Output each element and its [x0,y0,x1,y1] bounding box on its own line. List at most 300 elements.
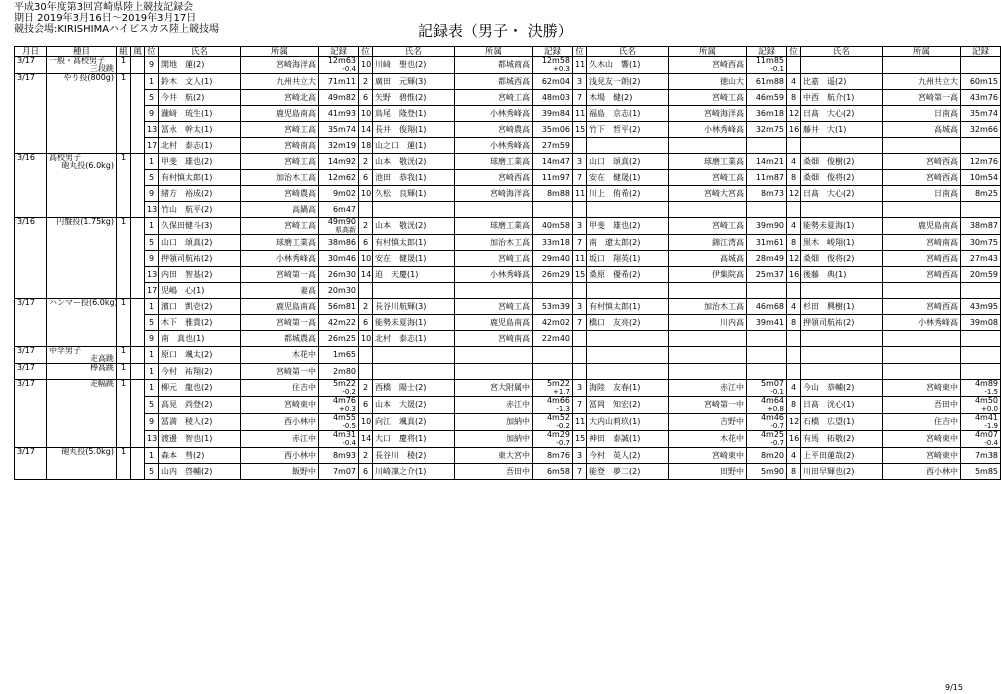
athlete-name: 木下 雅貴(2) [159,315,241,331]
page-number: 9/15 [945,683,963,692]
column-header: 記録 [319,47,359,57]
record: 8m93 [319,448,359,464]
table-row [15,218,1001,235]
place: 10 [359,106,373,122]
record [961,347,1001,364]
record: 12m62 [319,170,359,186]
place: 6 [359,315,373,331]
place: 12 [787,251,801,267]
team: 赤江中 [669,380,747,397]
record: 39m90 [747,218,787,235]
wind [131,364,145,380]
athlete-name: 冨永 幹太(1) [159,122,241,138]
event-name [47,154,117,218]
team: 宮崎大宮高 [669,186,747,202]
record-note: +0.3 [339,405,356,413]
athlete-name: 中西 航介(1) [801,90,883,106]
event-date: 3/16 [15,218,47,299]
record: 49m82 [319,90,359,106]
record-note: -0.7 [770,439,784,447]
place: 3 [573,380,587,397]
place: 5 [145,464,159,480]
athlete-name: 甲斐 雄也(2) [159,154,241,170]
column-header: 氏名 [587,47,669,57]
record [747,138,787,154]
column-header: 氏名 [373,47,455,57]
team: 宮崎東中 [883,431,961,448]
place: 2 [359,448,373,464]
place: 3 [573,74,587,90]
place: 1 [145,347,159,364]
table-row [15,170,1001,186]
table-row [15,464,1001,480]
place: 8 [787,90,801,106]
record-note: -0.7 [556,439,570,447]
record-note: -1.5 [984,388,998,396]
team: 宮崎海洋高 [455,186,533,202]
record: 61m88 [747,74,787,90]
record-value: 4m55 [332,413,356,422]
record-note: 県高新 [335,226,356,234]
team: 住吉中 [883,414,961,431]
team [669,283,747,299]
event-name-line: 砲丸投(5.0kg) [61,447,114,456]
record-value: 5m07 [760,379,784,388]
team: 宮崎第一高 [241,267,319,283]
table-row [15,90,1001,106]
table-row [15,283,1001,299]
event-date: 3/17 [15,347,47,364]
table-row [15,448,1001,464]
place: 7 [573,397,587,414]
event-name-line: ハンマー投(6.0kg) [49,298,118,307]
place: 12 [787,106,801,122]
place: 10 [359,186,373,202]
heat-number: 1 [117,299,131,347]
event-name [47,74,117,154]
team: 球磨工業高 [241,235,319,251]
place: 11 [573,414,587,431]
column-header: 記録 [747,47,787,57]
team: 高鍋高 [241,202,319,218]
team: 吾田中 [883,397,961,414]
team [883,364,961,380]
team: 宮崎第一高 [241,315,319,331]
table-row [15,57,1001,74]
athlete-name: 鳥尾 隆登(1) [373,106,455,122]
athlete-name: 山之口 蓮(1) [373,138,455,154]
column-header: 記録 [533,47,573,57]
athlete-name: 内田 智基(2) [159,267,241,283]
team: 徳山大 [669,74,747,90]
record [961,331,1001,347]
athlete-name: 能勢未夏海(1) [373,315,455,331]
place: 5 [145,90,159,106]
place: 9 [145,414,159,431]
event-date: 3/17 [15,74,47,154]
place [573,138,587,154]
team [669,347,747,364]
column-header: 月日 [15,47,47,57]
athlete-name: 日髙 大心(2) [801,186,883,202]
place: 1 [145,218,159,235]
place: 10 [359,57,373,74]
record-value: 4m52 [546,413,570,422]
team: 加納中 [455,414,533,431]
record: 30m75 [961,235,1001,251]
record-note: +0.0 [981,405,998,413]
record [747,283,787,299]
place: 16 [787,122,801,138]
record: 8m73 [747,186,787,202]
team: 都城商高 [455,57,533,74]
team: 球磨工業高 [669,154,747,170]
record-note: -0.1 [770,388,784,396]
record: 27m43 [961,251,1001,267]
column-header: 所属 [669,47,747,57]
record: 43m76 [961,90,1001,106]
column-header: 氏名 [159,47,241,57]
place: 1 [145,154,159,170]
record [961,57,1001,74]
record: 36m18 [747,106,787,122]
athlete-name: 南 真也(1) [159,331,241,347]
team: 宮崎農高 [455,122,533,138]
team: 高城高 [883,122,961,138]
place: 4 [787,448,801,464]
athlete-name: 柳元 龍也(2) [159,380,241,397]
heat-number: 1 [117,74,131,154]
record-note: -0.2 [556,422,570,430]
team: 西小林中 [241,448,319,464]
team: 宮崎工高 [455,90,533,106]
place [573,202,587,218]
athlete-name: 山本 大晟(2) [373,397,455,414]
team: 宮崎東中 [883,380,961,397]
record [533,397,573,414]
record [747,431,787,448]
event-name-line: やり投(800g) [63,73,114,82]
team: 九州共立大 [883,74,961,90]
place: 2 [359,74,373,90]
team: 宮崎南高 [455,331,533,347]
record-note: -0.2 [342,388,356,396]
team: 宮崎工高 [669,170,747,186]
place: 10 [359,331,373,347]
record [747,364,787,380]
team: 宮崎海洋高 [241,57,319,74]
athlete-name: 廣田 元輝(3) [373,74,455,90]
place: 13 [145,122,159,138]
record-value: 4m46 [760,413,784,422]
athlete-name: 海陸 友春(1) [587,380,669,397]
record [319,218,359,235]
athlete-name: 桑畑 俊樹(2) [801,154,883,170]
athlete-name: 押領司航祐(2) [159,251,241,267]
record [747,331,787,347]
record: 8m25 [961,186,1001,202]
athlete-name [587,138,669,154]
athlete-name: 有村慎太郎(1) [587,299,669,315]
record-value: 4m89 [974,379,998,388]
athlete-name: 木場 健(2) [587,90,669,106]
place [787,347,801,364]
team: 加治木工高 [455,235,533,251]
athlete-name: 有村慎太郎(1) [373,235,455,251]
record [747,347,787,364]
team: 小林秀峰高 [455,106,533,122]
place: 7 [573,90,587,106]
column-header: 組 [117,47,131,57]
team: 田野中 [669,464,747,480]
athlete-name: 矢野 碧惟(2) [373,90,455,106]
column-header: 所属 [241,47,319,57]
athlete-name: 藤井 大(1) [801,122,883,138]
place: 4 [787,380,801,397]
record-value: 4m64 [760,396,784,405]
record: 20m30 [319,283,359,299]
record [747,380,787,397]
record: 32m66 [961,122,1001,138]
wind [131,299,145,347]
team: 鹿児島南高 [241,299,319,315]
team: 宮崎西高 [883,267,961,283]
event-name-line: 中学男子 [49,346,81,355]
place: 6 [359,397,373,414]
team: 加納中 [455,431,533,448]
place: 5 [145,170,159,186]
record-value: 12m63 [327,56,356,65]
place: 4 [787,218,801,235]
place: 6 [359,235,373,251]
athlete-name: 鈴木 文人(1) [159,74,241,90]
team: 鹿児島南高 [883,218,961,235]
team [883,138,961,154]
record-value: 4m07 [974,430,998,439]
table-row [15,431,1001,448]
team: 九州共立大 [241,74,319,90]
column-header: 風 [131,47,145,57]
place: 12 [787,186,801,202]
team: 宮崎西高 [883,299,961,315]
table-row [15,364,1001,380]
athlete-name: 長谷川航輝(3) [373,299,455,315]
table-row [15,186,1001,202]
record: 71m11 [319,74,359,90]
place: 2 [359,299,373,315]
athlete-name: 南 遼太郎(2) [587,235,669,251]
team [455,283,533,299]
athlete-name: 森本 彗(2) [159,448,241,464]
athlete-name: 迫 天慶(1) [373,267,455,283]
athlete-name: 黒木 峻翔(1) [801,235,883,251]
wind [131,218,145,299]
athlete-name: 冨満 稜人(2) [159,414,241,431]
place [359,283,373,299]
wind [131,448,145,480]
record: 35m74 [319,122,359,138]
team: 宮崎第一高 [883,90,961,106]
place: 4 [787,299,801,315]
team: 木花中 [241,347,319,364]
wind [131,380,145,448]
place: 1 [145,299,159,315]
record-note: -0.7 [770,422,784,430]
athlete-name: 原口 颯太(2) [159,347,241,364]
record: 20m59 [961,267,1001,283]
place: 8 [787,235,801,251]
athlete-name: 桑畑 俊将(2) [801,251,883,267]
record: 39m41 [747,315,787,331]
place: 9 [145,57,159,74]
wind [131,154,145,218]
athlete-name: 山本 敬洸(2) [373,154,455,170]
record: 25m37 [747,267,787,283]
record-value: 5m22 [332,379,356,388]
team: 住吉中 [241,380,319,397]
event-name-line: 棒高跳 [90,363,114,372]
place: 3 [573,218,587,235]
record [533,202,573,218]
record [961,138,1001,154]
team [883,347,961,364]
athlete-name: 安在 健晟(1) [587,170,669,186]
record-note: -0.5 [342,422,356,430]
athlete-name: 久木山 響(1) [587,57,669,74]
place: 2 [359,154,373,170]
place: 15 [573,431,587,448]
record [319,431,359,448]
record-value: 12m58 [541,56,570,65]
column-header: 所属 [883,47,961,57]
record-note: -0.1 [770,65,784,73]
record: 8m20 [747,448,787,464]
record [319,57,359,74]
place: 6 [359,90,373,106]
record: 26m29 [533,267,573,283]
table-header-row [15,47,1001,57]
column-header: 記録 [961,47,1001,57]
event-name-line: 走幅跳 [90,379,114,388]
record [533,431,573,448]
record [533,57,573,74]
event-name [47,299,117,347]
team: 宮崎西高 [883,170,961,186]
record-note: -1.9 [984,422,998,430]
place: 13 [145,431,159,448]
event-date: 3/17 [15,364,47,380]
team: 宮崎農高 [241,186,319,202]
athlete-name [801,364,883,380]
athlete-name: 坂口 翔英(1) [587,251,669,267]
wind [131,57,145,74]
record-value: 4m41 [974,413,998,422]
team [455,364,533,380]
wind [131,347,145,364]
athlete-name: 今山 恭輔(2) [801,380,883,397]
athlete-name: 向江 颯真(2) [373,414,455,431]
heat-number: 1 [117,218,131,299]
table-row [15,315,1001,331]
team: 宮崎西高 [883,251,961,267]
record: 46m59 [747,90,787,106]
column-header: 位 [573,47,587,57]
record [961,202,1001,218]
place: 12 [787,414,801,431]
team: 都城農高 [241,331,319,347]
record: 62m04 [533,74,573,90]
record: 30m46 [319,251,359,267]
athlete-name: 久保田健斗(3) [159,218,241,235]
athlete-name: 池田 恭我(1) [373,170,455,186]
event-date: 3/17 [15,57,47,74]
table-row [15,202,1001,218]
column-header: 位 [145,47,159,57]
team: 宮崎第一中 [241,364,319,380]
place: 1 [145,74,159,90]
place: 9 [145,251,159,267]
athlete-name [801,331,883,347]
team: 宮崎工高 [669,218,747,235]
athlete-name [801,57,883,74]
place [787,364,801,380]
athlete-name: 浅見友一朗(2) [587,74,669,90]
record: 39m08 [961,315,1001,331]
record [961,414,1001,431]
team: 宮崎海洋高 [669,106,747,122]
place: 13 [145,202,159,218]
team [883,57,961,74]
team: 加治木工高 [669,299,747,315]
record [747,57,787,74]
team: 赤江中 [455,397,533,414]
heat-number: 1 [117,57,131,74]
place [359,347,373,364]
record [747,414,787,431]
record [533,414,573,431]
record-value: 4m50 [974,396,998,405]
record-note: -0.4 [984,439,998,447]
record-value: 4m25 [760,430,784,439]
place [573,347,587,364]
team [669,331,747,347]
team: 宮崎第一中 [669,397,747,414]
place: 6 [359,464,373,480]
record-note: +0.3 [553,65,570,73]
wind [131,74,145,154]
athlete-name [373,283,455,299]
record: 6m58 [533,464,573,480]
athlete-name: 長谷川 稜(2) [373,448,455,464]
team: 宮崎工高 [241,218,319,235]
team: 小林秀峰高 [241,251,319,267]
event-name-line: 円盤投(1.75kg) [56,217,114,226]
meet-name: 平成30年度第3回宮崎県陸上競技記録会 [14,2,194,13]
team: 加治木工高 [241,170,319,186]
record: 26m30 [319,267,359,283]
heat-number: 1 [117,154,131,218]
record-value: 4m66 [546,396,570,405]
athlete-name: 今村 英人(2) [587,448,669,464]
place: 4 [787,154,801,170]
record [319,414,359,431]
athlete-name: 瀧﨑 琉生(1) [159,106,241,122]
place: 8 [787,315,801,331]
athlete-name [373,202,455,218]
event-name [47,218,117,299]
place: 5 [145,397,159,414]
place: 9 [145,331,159,347]
